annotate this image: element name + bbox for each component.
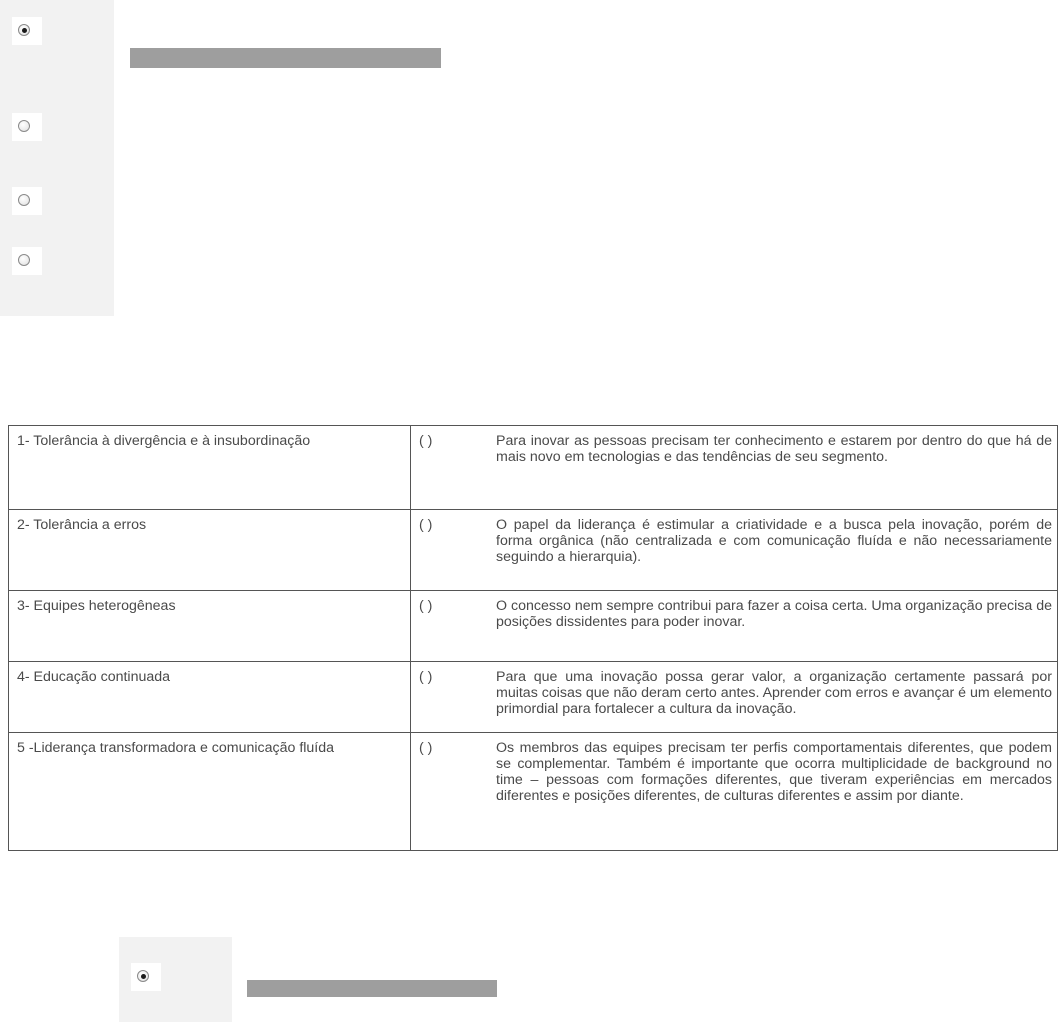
description-cell: O papel da liderança é estimular a criatividade e a busca pela inovação, porém de forma orgânica (não centralizada e com comunicação fluída e não necessariamente seguindo a hierarquia). <box>490 510 1058 591</box>
answer-option-radio[interactable] <box>137 970 149 982</box>
description-cell: O concesso nem sempre contribui para fazer a coisa certa. Uma organização precisa de posições dissidentes para poder inovar. <box>490 591 1058 662</box>
table-row <box>9 662 1058 733</box>
question-options-panel <box>0 0 114 316</box>
table-row <box>9 510 1058 591</box>
option-3-container[interactable] <box>12 187 42 215</box>
option-1-container[interactable] <box>12 17 42 45</box>
redacted-answer-text <box>247 980 497 997</box>
table-row <box>9 591 1058 662</box>
answer-blank: ( ) <box>411 662 491 733</box>
option-4-radio[interactable] <box>18 254 30 266</box>
table-row <box>9 733 1058 851</box>
description-cell: Para inovar as pessoas precisam ter conhecimento e estarem por dentro do que há de mais novo em tecnologias e das tendências de seu segmento. <box>490 426 1058 510</box>
table-row <box>9 426 1058 510</box>
concept-cell: 1- Tolerância à divergência e à insubordinação <box>9 426 411 510</box>
answer-option-container[interactable] <box>131 963 161 991</box>
redacted-option-text <box>130 48 441 68</box>
description-cell: Os membros das equipes precisam ter perfis comportamentais diferentes, que podem se complementar. Também é importante que ocorra multiplicidade de background no time – pessoas com formações diferentes, que tiveram experiências em mercados diferentes e posições diferentes, de culturas diferentes e assim por diante. <box>490 733 1058 851</box>
option-2-radio[interactable] <box>18 120 30 132</box>
option-4-container[interactable] <box>12 247 42 275</box>
concept-cell: 4- Educação continuada <box>9 662 411 733</box>
concept-cell: 3- Equipes heterogêneas <box>9 591 411 662</box>
option-3-radio[interactable] <box>18 194 30 206</box>
answer-blank: ( ) <box>411 426 491 510</box>
concept-cell: 2- Tolerância a erros <box>9 510 411 591</box>
description-cell: Para que uma inovação possa gerar valor, a organização certamente passará por muitas coisas que não deram certo antes. Aprender com erros e avançar é um elemento primordial para fortalecer a cultura da inovação. <box>490 662 1058 733</box>
option-2-container[interactable] <box>12 113 42 141</box>
concept-cell: 5 -Liderança transformadora e comunicação fluída <box>9 733 411 851</box>
option-1-radio[interactable] <box>18 24 30 36</box>
answer-option-panel <box>119 937 232 1022</box>
matching-table <box>8 425 1058 851</box>
answer-blank: ( ) <box>411 591 491 662</box>
answer-blank: ( ) <box>411 733 491 851</box>
answer-blank: ( ) <box>411 510 491 591</box>
